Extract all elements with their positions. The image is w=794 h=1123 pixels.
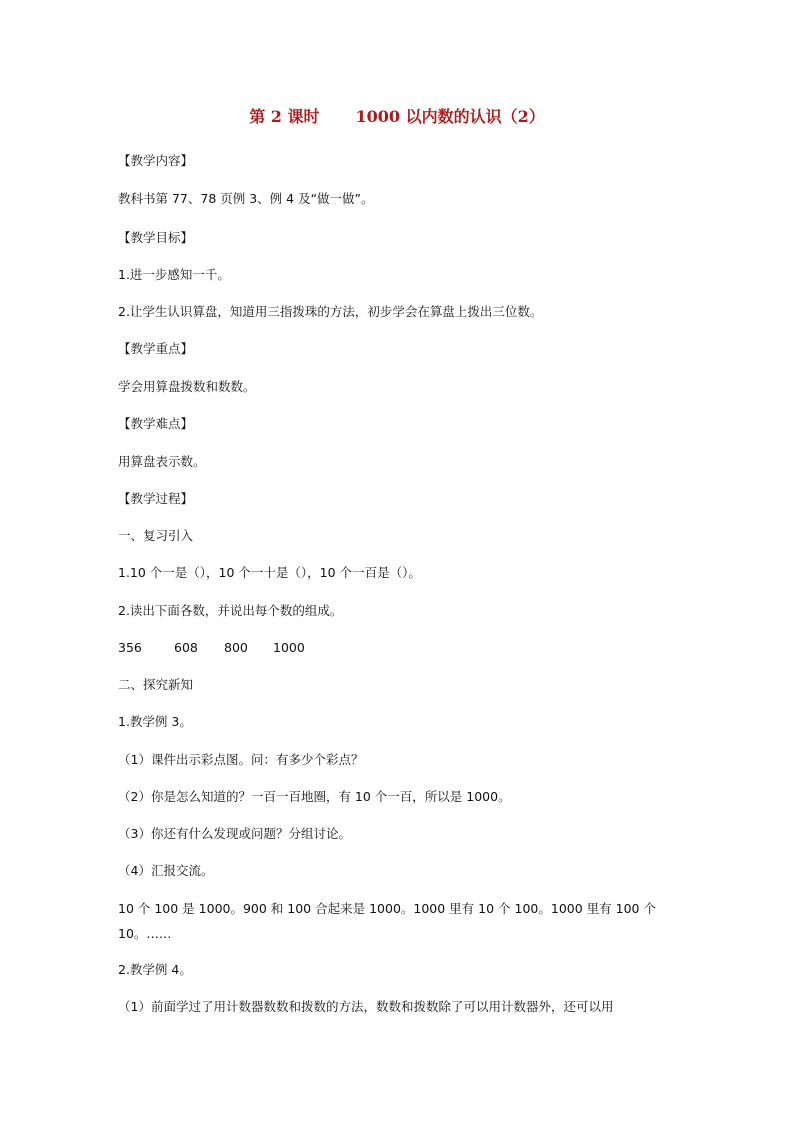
number-item: 608: [174, 640, 198, 655]
difficulty-heading: 【教学难点】: [118, 416, 194, 431]
page-title: [0, 106, 794, 128]
goals-heading: 【教学目标】: [118, 230, 194, 245]
number-item: 800: [224, 640, 248, 655]
review-item-1: 1.10 个一是（），10 个一十是（），10 个一百是（）。: [118, 565, 421, 580]
example-3-heading: 1.教学例 3。: [118, 714, 192, 729]
key-points-heading: 【教学重点】: [118, 341, 194, 356]
process-heading: 【教学过程】: [118, 491, 194, 506]
review-item-2: 2.读出下面各数，并说出每个数的组成。: [118, 603, 343, 618]
example-3-summary: 10 个 100 是 1000。900 和 100 合起来是 1000。1000 里有 10 个 100。1000 里有 100 个 10。……: [118, 901, 656, 941]
goal-item-2: 2.让学生认识算盘，知道用三指拨珠的方法，初步学会在算盘上拨出三位数。: [118, 304, 543, 319]
content-text: 教科书第 77、78 页例 3、例 4 及“做一做”。: [118, 191, 374, 206]
number-item: 356: [118, 640, 142, 655]
content-heading: 【教学内容】: [118, 153, 194, 168]
example-3-step-2: （2）你是怎么知道的？一百一百地圈，有 10 个一百，所以是 1000。: [118, 789, 511, 804]
part-2-heading: 二、探究新知: [118, 677, 194, 692]
example-4-step-1: （1）前面学过了用计数器数数和拨数的方法，数数和拨数除了可以用计数器外，还可以用: [118, 999, 614, 1014]
number-item: 1000: [273, 640, 305, 655]
lesson-number: 第 2 课时: [249, 107, 320, 126]
example-3-step-4: （4）汇报交流。: [118, 863, 214, 878]
goal-item-1: 1.进一步感知一千。: [118, 267, 230, 282]
difficulty-text: 用算盘表示数。: [118, 454, 206, 469]
lesson-topic: 1000 以内数的认识（2）: [355, 107, 545, 126]
example-3-step-3: （3）你还有什么发现或问题？分组讨论。: [118, 826, 351, 841]
example-4-heading: 2.教学例 4。: [118, 962, 192, 977]
number-list: [118, 639, 688, 657]
key-points-text: 学会用算盘拨数和数数。: [118, 379, 256, 394]
part-1-heading: 一、复习引入: [118, 528, 194, 543]
example-3-step-1: （1）课件出示彩点图。问：有多少个彩点？: [118, 752, 364, 767]
